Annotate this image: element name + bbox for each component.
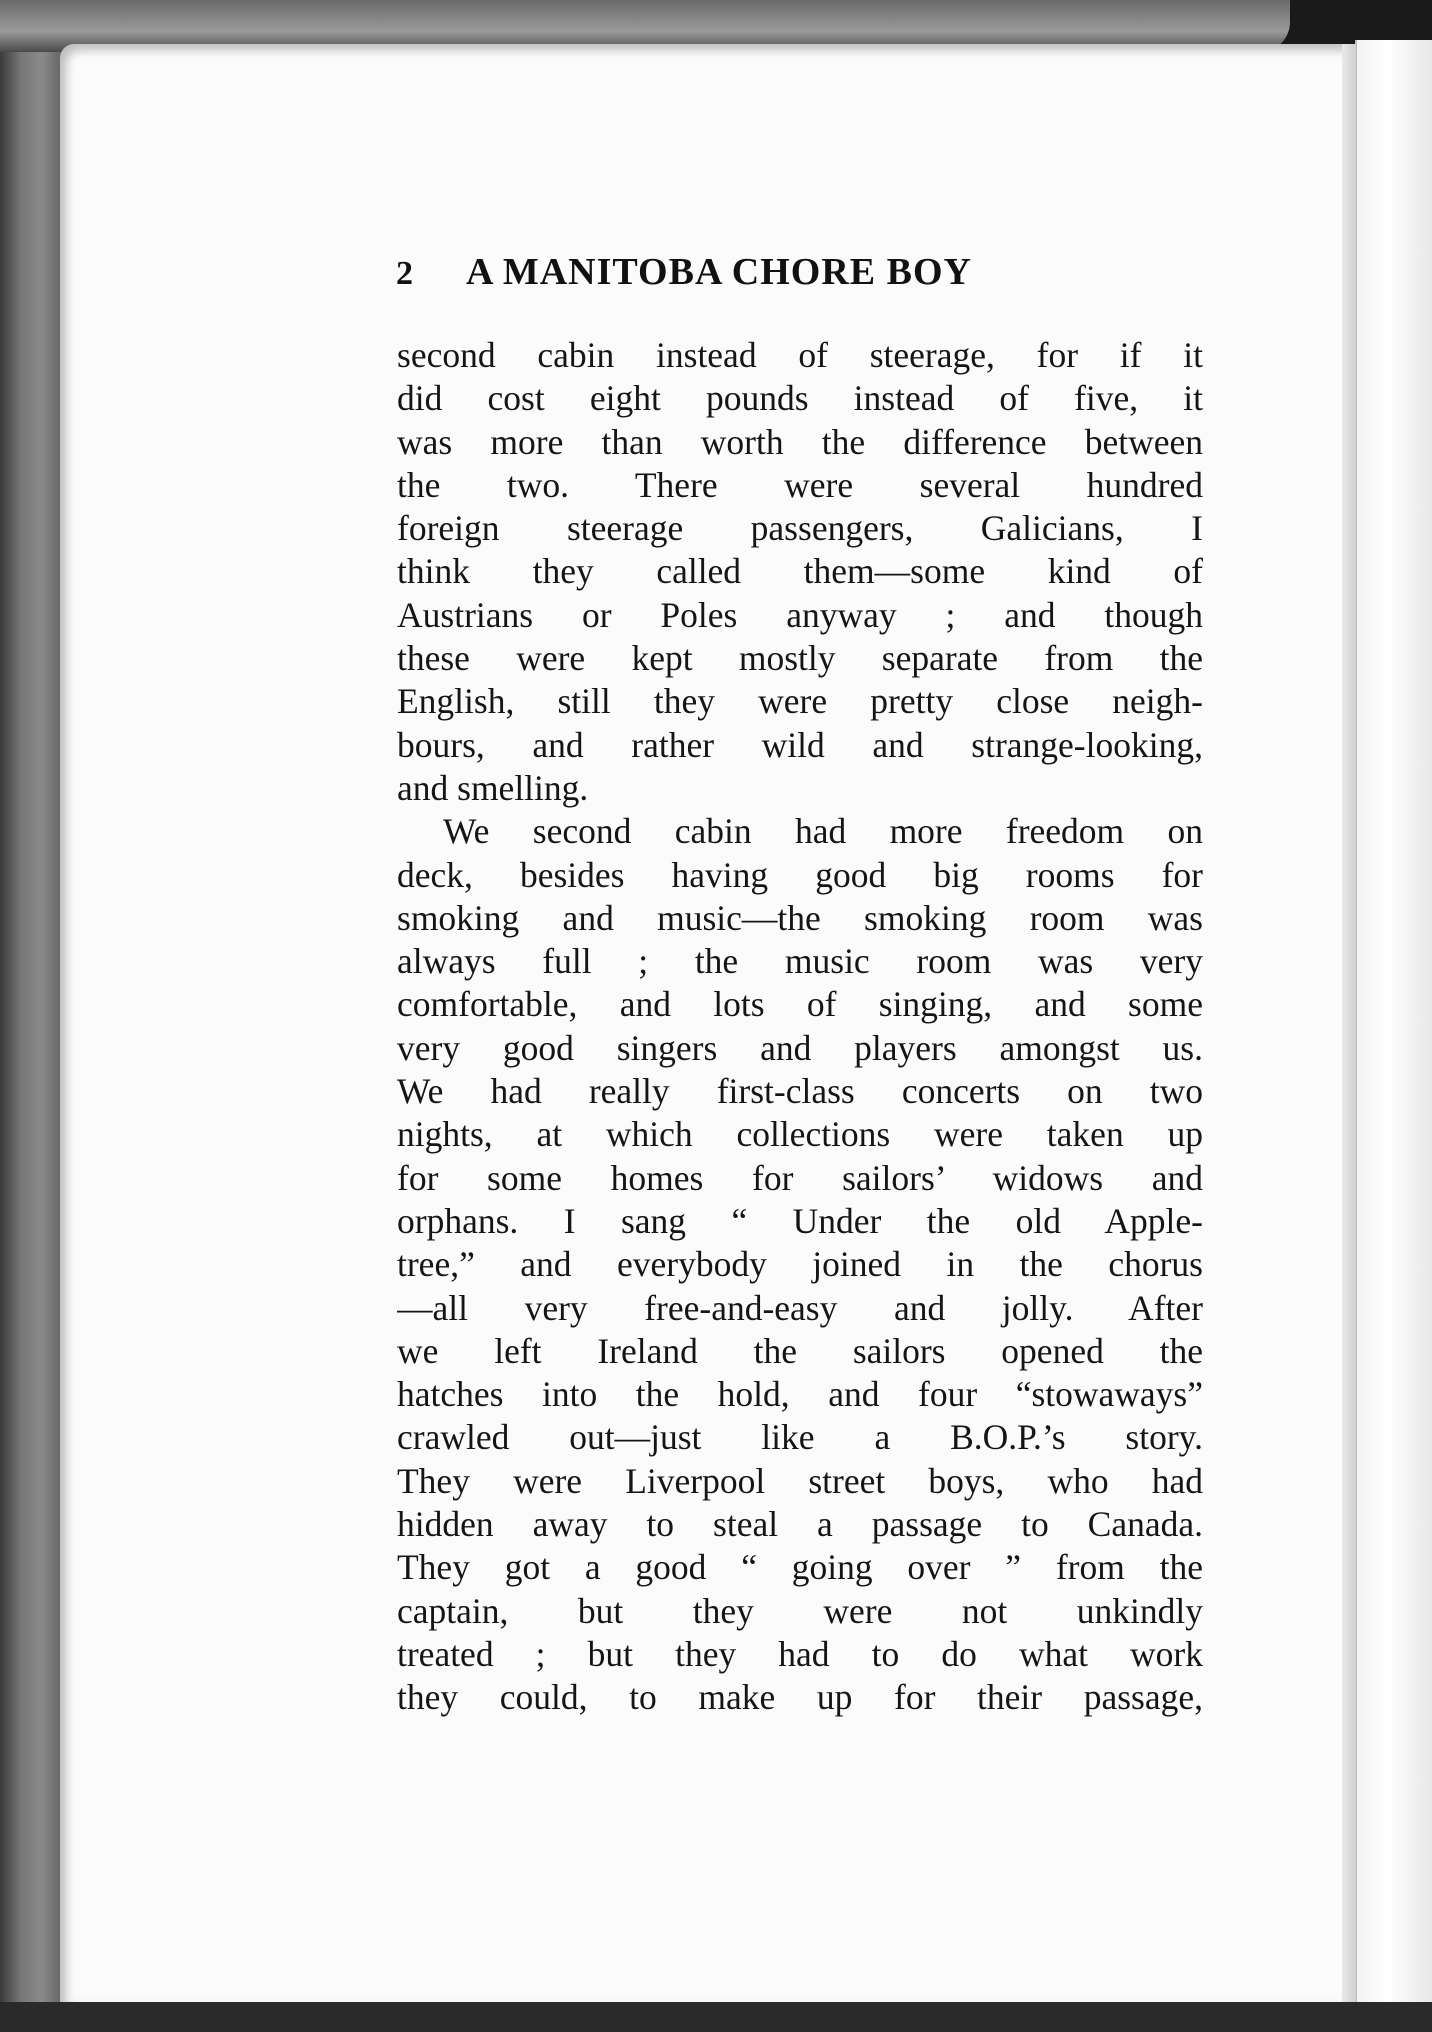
page-number: 2 [396, 255, 414, 292]
text-line: —all very free-and-easy and jolly. After [397, 1287, 1203, 1328]
text-line: did cost eight pounds instead of five, it [397, 378, 1203, 419]
body-text [397, 334, 1203, 1720]
text-line: tree,” and everybody joined in the chorus [397, 1244, 1203, 1285]
page-gutter [1342, 44, 1356, 2002]
text-line: think they called them—some kind of [397, 551, 1203, 592]
text-line: was more than worth the difference between [397, 421, 1203, 462]
text-line: They were Liverpool street boys, who had [397, 1460, 1203, 1501]
running-head [396, 250, 1086, 310]
text-line: the two. There were several hundred [397, 464, 1203, 505]
text-line: Austrians or Poles anyway ; and though [397, 594, 1203, 635]
text-line: They got a good “ going over ” from the [397, 1547, 1203, 1588]
text-line: We had really first-class concerts on two [397, 1071, 1203, 1112]
text-line: nights, at which collections were taken up [397, 1114, 1203, 1155]
facing-page-edge [1355, 40, 1432, 2032]
text-line: English, still they were pretty close neigh- [397, 681, 1203, 722]
text-line: treated ; but they had to do what work [397, 1633, 1203, 1674]
book-title: A MANITOBA CHORE BOY [466, 251, 972, 293]
text-line: smoking and music—the smoking room was [397, 897, 1203, 938]
text-line: always full ; the music room was very [397, 941, 1203, 982]
text-line: deck, besides having good big rooms for [397, 854, 1203, 895]
book-bottom-edge [0, 2002, 1432, 2032]
text-line: orphans. I sang “ Under the old Apple- [397, 1200, 1203, 1241]
text-line: comfortable, and lots of singing, and some [397, 984, 1203, 1025]
text-line: bours, and rather wild and strange-looking, [397, 724, 1203, 765]
text-line: hatches into the hold, and four “stowaways” [397, 1374, 1203, 1415]
text-line: and smelling. [397, 767, 589, 808]
text-line: they could, to make up for their passage, [397, 1677, 1203, 1718]
text-line: very good singers and players amongst us. [397, 1027, 1203, 1068]
text-line: captain, but they were not unkindly [397, 1590, 1203, 1631]
text-line: for some homes for sailors’ widows and [397, 1157, 1203, 1198]
text-line: hidden away to steal a passage to Canada. [397, 1504, 1203, 1545]
text-line: crawled out—just like a B.O.P.’s story. [397, 1417, 1203, 1458]
text-line: We second cabin had more freedom on [443, 811, 1203, 852]
text-line: these were kept mostly separate from the [397, 638, 1203, 679]
text-line: second cabin instead of steerage, for if it [397, 335, 1203, 375]
text-line: we left Ireland the sailors opened the [397, 1330, 1203, 1371]
text-line: foreign steerage passengers, Galicians, I [397, 508, 1203, 549]
